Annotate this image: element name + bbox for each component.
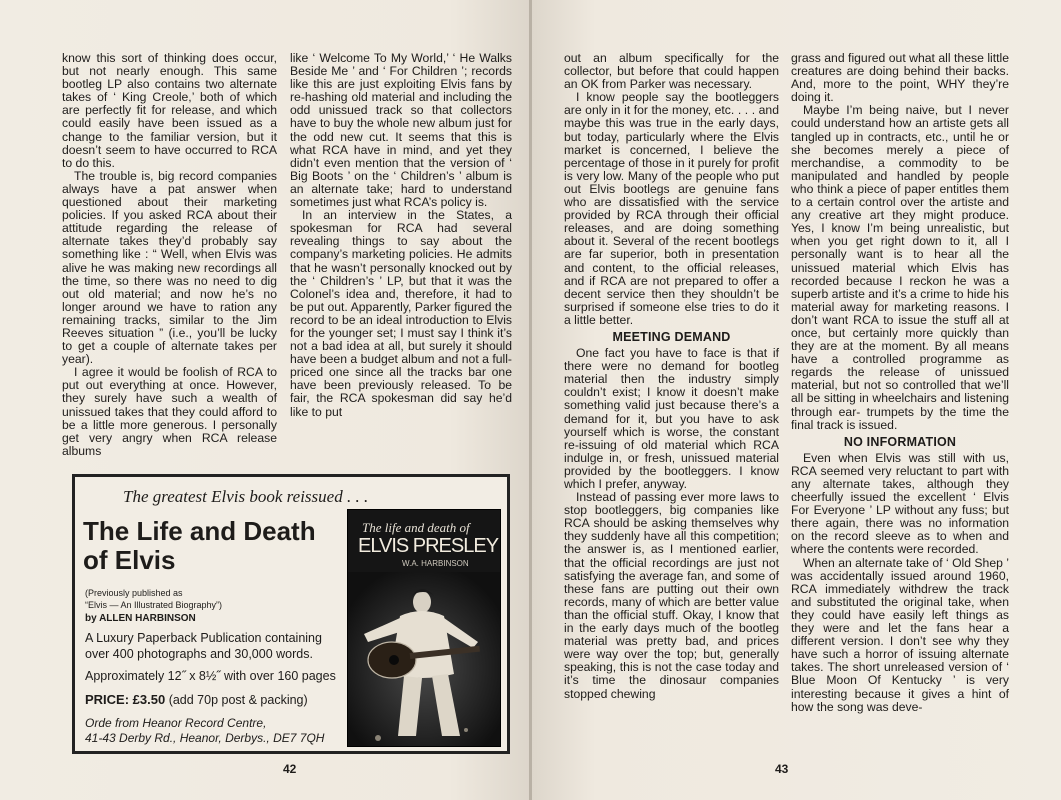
cover-author: W.A. HARBINSON [402, 559, 469, 568]
paragraph: grass and figured out what all these little creatures are doing behind their backs. And, more to the point, WHY they’re doing it. [791, 51, 1009, 105]
paragraph: When an alternate take of ‘ Old Shep ’ was accidentally issued around 1960, RCA immediately withdrew the track and substituted the original take, when they could have easily left things as they were and let the fans hear a different version. I don’t see why they have such a horror of issuing alternate takes. The short unreleased version of ‘ Blue Moon Of Kentucky ’ is very interesting because it gives a hint of how the song was deve- [791, 555, 1009, 714]
elvis-guitar-photo [348, 510, 500, 746]
paragraph: out an album specifically for the collector, but before that could happen an OK from Parker was necessary. [564, 51, 779, 92]
ad-description: A Luxury Paperback Publication containing over 400 photographs and 30,000 words. [85, 631, 322, 661]
page-number: 43 [775, 762, 789, 776]
ad-previous-title [85, 587, 222, 611]
cover-title-line: The life and death of [362, 520, 470, 535]
ad-price-label: PRICE: £3.50 [85, 692, 166, 707]
ad-tagline: The greatest Elvis book reissued . . . [123, 487, 369, 506]
paragraph: I agree it would be foolish of RCA to put out everything at once. However, they surely have such a wealth of unissued takes that they could afford to be a little more generous. I personally get very angry when RCA release albums [62, 365, 277, 458]
paragraph: One fact you have to face is that if there were no demand for bootleg material then the industry simply couldn’t exist; I know it doesn’t make something valid just because there’s a demand for it, but you have to ask yourself which is worse, the constant re-issuing of old material which RCA indulge in, or fresh, unissued material provided by the bootleggers. I know which I prefer, anyway. [564, 346, 779, 491]
page-number: 42 [283, 762, 297, 776]
ad-price [85, 692, 308, 707]
ad-order-line: Orde from Heanor Record Centre, [85, 716, 267, 730]
left-column-1 [62, 52, 277, 458]
paragraph: I know people say the bootleggers are only in it for the money, etc. . . . and maybe this was true in the early days, but today, particularly where the Elvis market is concerned, I believe the percentage of those in it purely for profit is very low. Many of the people who put out Elvis bootlegs are genuine fans who are dissatisfied with the service provided by RCA through their official releases, and are doing something about it. Several of the recent bootlegs are far superior, both in presentation and content, to the official releases, and if RCA are not prepared to offer a decent service then they shouldn’t be surprised if someone else tries to do it a little better. [564, 90, 779, 327]
paragraph: like ‘ Welcome To My World,’ ‘ He Walks Beside Me ’ and ‘ For Children ’; records like this are just exploiting Elvis fans by re-hashing old material and including the odd unissued track so that collectors have to buy the whole new album just for the odd new cut. It seems that this is what RCA have in mind, and yet they didn’t even mention that the version of ‘ Big Boots ’ on the ‘ Children’s ’ album is an alternate take; hard to understand sometimes just what RCA’s policy is. [290, 51, 512, 210]
section-heading: MEETING DEMAND [612, 329, 731, 344]
paragraph: Maybe I’m being naive, but I never could understand how an artiste gets all tangled up in contracts, etc., until he or she becomes merely a piece of merchandise, a commodity to be manipulated and handled by people who think a piece of paper entitles them to a certain control over the artiste and any creative art they might produce. Yes, I know I’m being unrealistic, but when you get right down to it, all I personally want is to hear all the unissued material which Elvis has recorded because I reckon he was a superb artiste and it’s a crime to hide his material away for marketing reasons. I don’t want RCA to issue the stuff all at once, but certainly more quickly than they are at the moment. By all means have a controlled programme as regards the release of unissued material, but not so controlled that we’ll all be sitting in wheelchairs and listening through ear- trumpets by the time the final track is issued. [791, 103, 1009, 432]
paragraph: Even when Elvis was still with us, RCA seemed very reluctant to part with any alternate takes, although they cheerfully issued the excellent ‘ Elvis For Everyone ’ LP without any fuss; but there again, there was no information on the record sleeve as to when and where the contents were recorded. [791, 450, 1009, 557]
ad-previous-line: (Previously published as [85, 588, 183, 598]
right-column-2 [791, 52, 1009, 714]
cover-title-name: ELVIS PRESLEY [358, 535, 499, 557]
ad-previous-line: “Elvis — An Illustrated Biography”) [85, 600, 223, 610]
ad-author: by ALLEN HARBINSON [85, 613, 196, 624]
left-page [0, 0, 529, 800]
paragraph: Instead of passing ever more laws to stop bootleggers, big companies like RCA should be asking themselves why they suddenly have all this competition; the answer is, as I mentioned earlier, that the official recordings are just not satisfying the average fan, and some of these fans are putting out their own records, many of which are better value than the official stuff. Okay, I know that in the early days much of the bootleg material was pretty bad, and prices were way over the top; but, generally speaking, this is not the case today and it’s time the dinosaur companies stopped chewing [564, 490, 779, 701]
ad-order-address [85, 716, 324, 746]
book-cover-image [347, 509, 501, 747]
ad-order-line: 41-43 Derby Rd., Heanor, Derbys., DE7 7QH [85, 731, 325, 745]
ad-price-note: (add 70p post & packing) [168, 693, 308, 707]
section-heading: NO INFORMATION [843, 434, 957, 449]
paragraph: The trouble is, big record companies always have a pat answer when questioned about their marketing policies. If you asked RCA about their attitude regarding the release of alternate takes they’d probably say something like : “ Well, when Elvis was alive he was making new recordings all the time, so there was no need to dig out old material; and now he’s no longer around we have to ration any remaining tracks, similar to the Jim Reeves situation ” (i.e., you’ll be lucky to get a couple of alternate takes per year). [62, 168, 277, 367]
ad-book-title: The Life and Death of Elvis [83, 516, 316, 575]
book-advertisement [72, 474, 510, 754]
right-page [532, 0, 1061, 800]
paragraph: know this sort of thinking does occur, but not nearly enough. This same bootleg LP also contains two alternate takes of ‘ King Creole,’ both of which are perfectly fit for release, and which could easily have been issued as a change to the familiar version, but it doesn’t seem to have occurred to RCA to do this. [62, 51, 277, 170]
ad-page-count: Approximately 12˝ x 8½˝ with over 160 pages [85, 669, 336, 683]
paragraph: In an interview in the States, a spokesman for RCA had several revealing things to say about the company’s marketing policies. He admits that he wasn’t personally knocked out by the ‘ Children’s ’ LP, but that it was the Colonel’s idea and, therefore, it had to be put out. Apparently, Parker figured the record to be an ideal introduction to Elvis for the younger set; I must say I think it’s not a bad idea at all, but surely it should have been a budget album and not a full-priced one since all the tracks bar one have been previously released. To be fair, the RCA spokesman did say he’d like to put [290, 208, 512, 419]
right-column-1 [564, 52, 779, 701]
left-column-2 [290, 52, 512, 419]
